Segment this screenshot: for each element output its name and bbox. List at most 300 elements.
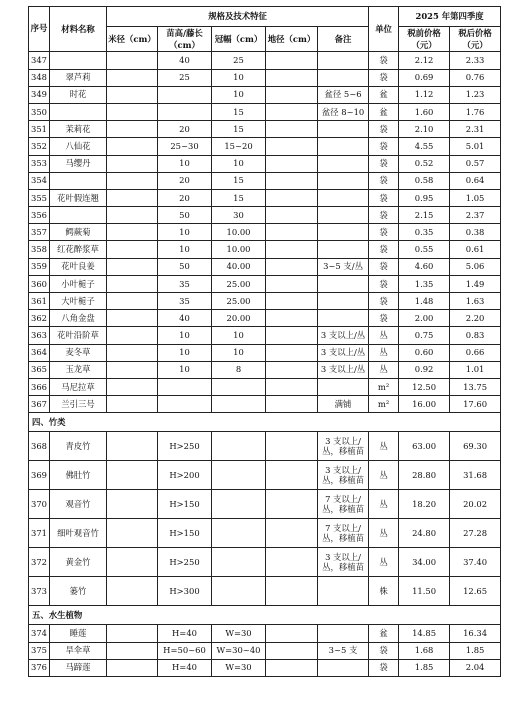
cell-height xyxy=(158,103,212,120)
cell-name: 八角金盘 xyxy=(50,310,107,327)
cell-dbh xyxy=(107,490,158,519)
cell-crown: W=30~40 xyxy=(212,642,266,659)
cell-unit: 株 xyxy=(369,577,399,606)
table-row xyxy=(29,461,501,490)
cell-seq: 375 xyxy=(29,642,50,659)
cell-price-pre: 0.55 xyxy=(399,241,450,258)
cell-ground xyxy=(266,361,318,378)
cell-height: 40 xyxy=(158,310,212,327)
cell-name: 小叶栀子 xyxy=(50,275,107,292)
cell-unit: 袋 xyxy=(369,207,399,224)
cell-name: 茉莉花 xyxy=(50,121,107,138)
cell-note xyxy=(318,625,369,642)
cell-ground xyxy=(266,52,318,69)
cell-seq: 361 xyxy=(29,293,50,310)
cell-dbh xyxy=(107,275,158,292)
cell-price-pre: 12.50 xyxy=(399,378,450,395)
cell-price-post: 20.02 xyxy=(450,490,501,519)
cell-price-post: 0.76 xyxy=(450,69,501,86)
cell-unit: 袋 xyxy=(369,138,399,155)
cell-crown: 10 xyxy=(212,155,266,172)
cell-note: 3~5 支 xyxy=(318,642,369,659)
table-row xyxy=(29,432,501,461)
cell-dbh xyxy=(107,293,158,310)
header-ground: 地径（cm） xyxy=(266,27,318,52)
cell-ground xyxy=(266,432,318,461)
cell-dbh xyxy=(107,69,158,86)
cell-seq: 360 xyxy=(29,275,50,292)
cell-seq: 365 xyxy=(29,361,50,378)
table-row xyxy=(29,548,501,577)
cell-ground xyxy=(266,69,318,86)
cell-note xyxy=(318,659,369,676)
cell-unit: 袋 xyxy=(369,69,399,86)
table-row xyxy=(29,121,501,138)
cell-price-pre: 1.48 xyxy=(399,293,450,310)
cell-seq: 372 xyxy=(29,548,50,577)
cell-price-pre: 2.00 xyxy=(399,310,450,327)
cell-crown: 20.00 xyxy=(212,310,266,327)
cell-ground xyxy=(266,103,318,120)
cell-seq: 358 xyxy=(29,241,50,258)
cell-name: 黄金竹 xyxy=(50,548,107,577)
cell-price-pre: 0.52 xyxy=(399,155,450,172)
table-row xyxy=(29,52,501,69)
cell-name xyxy=(50,172,107,189)
cell-height: 50 xyxy=(158,207,212,224)
cell-crown: 10.00 xyxy=(212,224,266,241)
cell-price-post: 69.30 xyxy=(450,432,501,461)
cell-crown: 15~20 xyxy=(212,138,266,155)
cell-height: 35 xyxy=(158,275,212,292)
cell-dbh xyxy=(107,241,158,258)
cell-name: 玉龙草 xyxy=(50,361,107,378)
cell-dbh xyxy=(107,642,158,659)
section-row xyxy=(29,606,501,625)
cell-price-post: 2.37 xyxy=(450,207,501,224)
cell-price-pre: 0.75 xyxy=(399,327,450,344)
cell-crown xyxy=(212,519,266,548)
cell-price-pre: 0.35 xyxy=(399,224,450,241)
header-seq: 序号 xyxy=(29,7,50,52)
cell-price-pre: 1.35 xyxy=(399,275,450,292)
cell-note xyxy=(318,121,369,138)
cell-crown: 10 xyxy=(212,327,266,344)
cell-height: 10 xyxy=(158,361,212,378)
cell-note xyxy=(318,172,369,189)
cell-ground xyxy=(266,189,318,206)
table-row xyxy=(29,172,501,189)
cell-price-pre: 28.80 xyxy=(399,461,450,490)
cell-height: H>150 xyxy=(158,519,212,548)
cell-ground xyxy=(266,241,318,258)
cell-dbh xyxy=(107,103,158,120)
cell-note xyxy=(318,69,369,86)
cell-price-post: 2.33 xyxy=(450,52,501,69)
table-row xyxy=(29,258,501,275)
cell-height xyxy=(158,396,212,413)
cell-unit: 盆 xyxy=(369,86,399,103)
cell-unit: 丛 xyxy=(369,361,399,378)
cell-name xyxy=(50,207,107,224)
cell-unit: 袋 xyxy=(369,52,399,69)
cell-name: 篓竹 xyxy=(50,577,107,606)
cell-height: 40 xyxy=(158,52,212,69)
cell-dbh xyxy=(107,361,158,378)
cell-height: 25~30 xyxy=(158,138,212,155)
cell-note xyxy=(318,52,369,69)
cell-dbh xyxy=(107,577,158,606)
cell-unit: 袋 xyxy=(369,172,399,189)
cell-price-post: 2.31 xyxy=(450,121,501,138)
cell-unit: 袋 xyxy=(369,155,399,172)
price-table xyxy=(28,6,501,677)
header-note: 备注 xyxy=(318,27,369,52)
cell-crown: 10.00 xyxy=(212,241,266,258)
cell-price-post: 1.49 xyxy=(450,275,501,292)
cell-height: H>250 xyxy=(158,548,212,577)
header-period: 2025 年第四季度 xyxy=(399,7,501,27)
cell-seq: 351 xyxy=(29,121,50,138)
cell-dbh xyxy=(107,344,158,361)
cell-name: 观音竹 xyxy=(50,490,107,519)
cell-height: 10 xyxy=(158,155,212,172)
cell-name: 大叶栀子 xyxy=(50,293,107,310)
cell-ground xyxy=(266,310,318,327)
table-row xyxy=(29,519,501,548)
cell-dbh xyxy=(107,659,158,676)
cell-name: 翠芦莉 xyxy=(50,69,107,86)
cell-seq: 347 xyxy=(29,52,50,69)
cell-ground xyxy=(266,275,318,292)
cell-note xyxy=(318,155,369,172)
cell-note: 盆径 8~10 xyxy=(318,103,369,120)
cell-height: H=40 xyxy=(158,659,212,676)
cell-unit: 丛 xyxy=(369,461,399,490)
cell-price-pre: 2.12 xyxy=(399,52,450,69)
cell-name: 时花 xyxy=(50,86,107,103)
cell-note: 盆径 5~6 xyxy=(318,86,369,103)
table-row xyxy=(29,396,501,413)
table-row xyxy=(29,361,501,378)
header-name: 材料名称 xyxy=(50,7,107,52)
cell-price-pre: 4.60 xyxy=(399,258,450,275)
cell-seq: 368 xyxy=(29,432,50,461)
cell-unit: m² xyxy=(369,396,399,413)
cell-crown: 10 xyxy=(212,69,266,86)
cell-price-pre: 0.58 xyxy=(399,172,450,189)
header-unit: 单位 xyxy=(369,7,399,52)
cell-note xyxy=(318,310,369,327)
cell-unit: 丛 xyxy=(369,344,399,361)
cell-seq: 371 xyxy=(29,519,50,548)
cell-crown: 15 xyxy=(212,103,266,120)
cell-price-pre: 11.50 xyxy=(399,577,450,606)
cell-name: 麦冬草 xyxy=(50,344,107,361)
cell-dbh xyxy=(107,310,158,327)
cell-price-post: 17.60 xyxy=(450,396,501,413)
table-row xyxy=(29,344,501,361)
cell-note: 3 支以上/丛 xyxy=(318,327,369,344)
cell-dbh xyxy=(107,138,158,155)
cell-height: 10 xyxy=(158,224,212,241)
cell-height: 10 xyxy=(158,344,212,361)
cell-unit: 袋 xyxy=(369,241,399,258)
cell-price-pre: 0.60 xyxy=(399,344,450,361)
cell-height: H=40 xyxy=(158,625,212,642)
cell-note xyxy=(318,293,369,310)
cell-note: 满铺 xyxy=(318,396,369,413)
cell-price-pre: 24.80 xyxy=(399,519,450,548)
cell-crown xyxy=(212,378,266,395)
cell-unit: 袋 xyxy=(369,275,399,292)
cell-ground xyxy=(266,642,318,659)
cell-unit: 丛 xyxy=(369,490,399,519)
cell-unit: 袋 xyxy=(369,189,399,206)
table-row xyxy=(29,86,501,103)
section-title: 四、竹类 xyxy=(29,413,501,432)
cell-name: 花叶假连翘 xyxy=(50,189,107,206)
cell-price-post: 16.34 xyxy=(450,625,501,642)
cell-price-post: 1.23 xyxy=(450,86,501,103)
cell-crown xyxy=(212,548,266,577)
cell-price-post: 0.57 xyxy=(450,155,501,172)
cell-seq: 374 xyxy=(29,625,50,642)
cell-unit: 袋 xyxy=(369,224,399,241)
cell-seq: 373 xyxy=(29,577,50,606)
cell-name: 旱伞草 xyxy=(50,642,107,659)
table-body xyxy=(29,52,501,677)
cell-note: 3 支以上/丛 xyxy=(318,344,369,361)
cell-unit: 袋 xyxy=(369,121,399,138)
cell-ground xyxy=(266,293,318,310)
table-row xyxy=(29,275,501,292)
cell-name: 睡莲 xyxy=(50,625,107,642)
table-row xyxy=(29,241,501,258)
cell-crown: 15 xyxy=(212,172,266,189)
cell-dbh xyxy=(107,396,158,413)
cell-seq: 362 xyxy=(29,310,50,327)
cell-name: 马尼拉草 xyxy=(50,378,107,395)
cell-ground xyxy=(266,577,318,606)
cell-seq: 369 xyxy=(29,461,50,490)
cell-price-post: 5.06 xyxy=(450,258,501,275)
cell-crown: 15 xyxy=(212,121,266,138)
cell-price-post: 0.64 xyxy=(450,172,501,189)
header-price-pre: 税前价格（元） xyxy=(399,27,450,52)
cell-ground xyxy=(266,490,318,519)
cell-name: 八仙花 xyxy=(50,138,107,155)
cell-price-post: 31.68 xyxy=(450,461,501,490)
cell-price-pre: 2.15 xyxy=(399,207,450,224)
cell-price-post: 1.76 xyxy=(450,103,501,120)
cell-crown: 10 xyxy=(212,86,266,103)
cell-height: 20 xyxy=(158,121,212,138)
cell-ground xyxy=(266,138,318,155)
cell-price-post: 1.01 xyxy=(450,361,501,378)
table-row xyxy=(29,378,501,395)
cell-price-pre: 0.69 xyxy=(399,69,450,86)
cell-seq: 352 xyxy=(29,138,50,155)
cell-name: 兰引三号 xyxy=(50,396,107,413)
cell-crown: 15 xyxy=(212,189,266,206)
cell-height: 35 xyxy=(158,293,212,310)
cell-name: 马蹄莲 xyxy=(50,659,107,676)
cell-price-pre: 1.60 xyxy=(399,103,450,120)
cell-name: 细叶观音竹 xyxy=(50,519,107,548)
cell-dbh xyxy=(107,548,158,577)
cell-price-post: 1.85 xyxy=(450,642,501,659)
header-crown: 冠幅（cm） xyxy=(212,27,266,52)
table-row xyxy=(29,577,501,606)
cell-seq: 354 xyxy=(29,172,50,189)
cell-crown: 25.00 xyxy=(212,293,266,310)
cell-unit: 丛 xyxy=(369,519,399,548)
cell-seq: 370 xyxy=(29,490,50,519)
cell-ground xyxy=(266,344,318,361)
cell-seq: 353 xyxy=(29,155,50,172)
cell-dbh xyxy=(107,625,158,642)
cell-seq: 357 xyxy=(29,224,50,241)
cell-price-post: 2.04 xyxy=(450,659,501,676)
table-row xyxy=(29,103,501,120)
table-row xyxy=(29,155,501,172)
cell-height: 50 xyxy=(158,258,212,275)
cell-dbh xyxy=(107,432,158,461)
table-row xyxy=(29,224,501,241)
cell-crown xyxy=(212,461,266,490)
table-row xyxy=(29,293,501,310)
cell-price-post: 0.83 xyxy=(450,327,501,344)
cell-height: 20 xyxy=(158,189,212,206)
cell-ground xyxy=(266,461,318,490)
cell-dbh xyxy=(107,378,158,395)
cell-height: H>200 xyxy=(158,461,212,490)
cell-unit: 袋 xyxy=(369,659,399,676)
cell-height xyxy=(158,86,212,103)
cell-note xyxy=(318,224,369,241)
cell-crown: 40.00 xyxy=(212,258,266,275)
cell-price-pre: 2.10 xyxy=(399,121,450,138)
cell-unit: 盆 xyxy=(369,625,399,642)
cell-seq: 364 xyxy=(29,344,50,361)
cell-ground xyxy=(266,121,318,138)
cell-crown: 10 xyxy=(212,344,266,361)
cell-seq: 350 xyxy=(29,103,50,120)
table-row xyxy=(29,625,501,642)
cell-name xyxy=(50,52,107,69)
cell-price-post: 1.63 xyxy=(450,293,501,310)
cell-name: 青皮竹 xyxy=(50,432,107,461)
cell-height: 10 xyxy=(158,241,212,258)
header-price-post: 税后价格（元） xyxy=(450,27,501,52)
cell-seq: 363 xyxy=(29,327,50,344)
cell-unit: 袋 xyxy=(369,258,399,275)
cell-dbh xyxy=(107,189,158,206)
cell-crown: W=30 xyxy=(212,625,266,642)
cell-price-post: 1.05 xyxy=(450,189,501,206)
header-height: 苗高/藤长（cm） xyxy=(158,27,212,52)
cell-unit: 盆 xyxy=(369,103,399,120)
cell-unit: 袋 xyxy=(369,293,399,310)
cell-unit: m² xyxy=(369,378,399,395)
cell-crown xyxy=(212,490,266,519)
cell-dbh xyxy=(107,86,158,103)
cell-crown: 30 xyxy=(212,207,266,224)
table-row xyxy=(29,327,501,344)
cell-note xyxy=(318,189,369,206)
table-row xyxy=(29,189,501,206)
cell-price-pre: 34.00 xyxy=(399,548,450,577)
cell-height: H>250 xyxy=(158,432,212,461)
cell-dbh xyxy=(107,121,158,138)
cell-height: H>300 xyxy=(158,577,212,606)
cell-note xyxy=(318,378,369,395)
table-row xyxy=(29,138,501,155)
cell-ground xyxy=(266,396,318,413)
cell-ground xyxy=(266,519,318,548)
cell-note: 3 支以上/丛 xyxy=(318,361,369,378)
table-row xyxy=(29,69,501,86)
cell-unit: 袋 xyxy=(369,310,399,327)
cell-dbh xyxy=(107,519,158,548)
cell-dbh xyxy=(107,207,158,224)
cell-price-post: 5.01 xyxy=(450,138,501,155)
cell-note: 3 支以上/丛，移植苗 xyxy=(318,548,369,577)
cell-price-pre: 18.20 xyxy=(399,490,450,519)
cell-dbh xyxy=(107,461,158,490)
cell-seq: 348 xyxy=(29,69,50,86)
cell-crown: 8 xyxy=(212,361,266,378)
cell-note: 7 支以上/丛，移植苗 xyxy=(318,490,369,519)
cell-unit: 袋 xyxy=(369,642,399,659)
cell-height: H>150 xyxy=(158,490,212,519)
cell-note xyxy=(318,207,369,224)
cell-ground xyxy=(266,659,318,676)
cell-seq: 376 xyxy=(29,659,50,676)
cell-price-pre: 63.00 xyxy=(399,432,450,461)
cell-price-pre: 1.12 xyxy=(399,86,450,103)
cell-seq: 359 xyxy=(29,258,50,275)
cell-price-post: 0.66 xyxy=(450,344,501,361)
cell-dbh xyxy=(107,52,158,69)
cell-note: 3 支以上/丛，移植苗 xyxy=(318,432,369,461)
cell-ground xyxy=(266,378,318,395)
cell-note: 3~5 支/丛 xyxy=(318,258,369,275)
cell-ground xyxy=(266,548,318,577)
table-row xyxy=(29,642,501,659)
cell-ground xyxy=(266,207,318,224)
cell-seq: 355 xyxy=(29,189,50,206)
cell-price-post: 37.40 xyxy=(450,548,501,577)
cell-dbh xyxy=(107,224,158,241)
cell-height: H=50~60 xyxy=(158,642,212,659)
cell-price-post: 2.20 xyxy=(450,310,501,327)
cell-name: 马缨丹 xyxy=(50,155,107,172)
cell-height: 10 xyxy=(158,327,212,344)
cell-ground xyxy=(266,86,318,103)
cell-price-pre: 1.85 xyxy=(399,659,450,676)
cell-crown: 25.00 xyxy=(212,275,266,292)
cell-price-pre: 0.92 xyxy=(399,361,450,378)
cell-ground xyxy=(266,155,318,172)
cell-unit: 丛 xyxy=(369,548,399,577)
cell-dbh xyxy=(107,172,158,189)
cell-crown xyxy=(212,577,266,606)
cell-unit: 丛 xyxy=(369,327,399,344)
cell-note xyxy=(318,138,369,155)
cell-price-pre: 0.95 xyxy=(399,189,450,206)
